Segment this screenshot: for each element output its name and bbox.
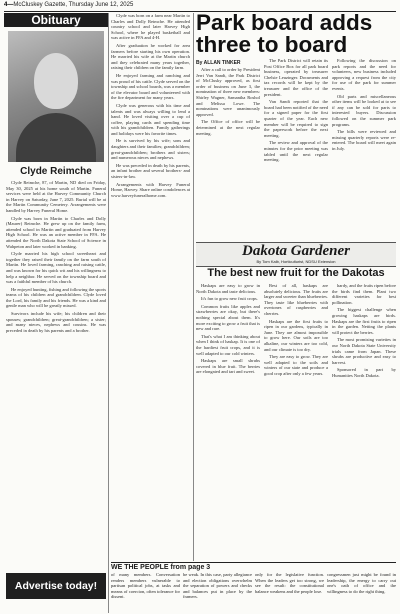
we-the-people-heading: WE THE PEOPLE from page 3: [111, 562, 396, 571]
obituary-photo: [8, 31, 104, 162]
garden-paragraph: Common fruits like apples and strawberries are okay, but there's nothing special about them. It's more exciting to grow a fruit that is new and rare.: [196, 303, 260, 332]
story-paragraph: The Office of office will be determined at the next regular meeting.: [196, 119, 260, 136]
obituary-paragraph: Clyde Reimche, 87, of Martin, ND died on Friday, May 30, 2025 at his home south of Martin. Funeral services were held at the Harvey Community Church in Harvey on Saturday, June 7, 2025. Burial will be at the Martin Community Cemetery. Arrangements were handled by Harvey Funeral Home.: [6, 180, 106, 213]
garden-paragraph: Haskaps are small shrubs covered in blue fruit. The berries are elongated and tart and sweet.: [196, 358, 260, 375]
obituary-text-column: [6, 180, 106, 556]
garden-paragraph: The most promising varieties in our North Dakota State University trials came from Japan. These shrubs are productive and easy to harvest.: [332, 337, 396, 365]
advertise-today-banner: Advertise today!: [6, 573, 106, 599]
main-story-column: [196, 67, 260, 237]
story-paragraph: After a call to order by President Jerri Van Sandt, the Park District of McClusky approved, as first order of business on June 3, the nomination of three new members: Shirley Wagner, Samantha Roshol and Melissa Lowe. The nominations were unanimously approved.: [196, 67, 260, 117]
obituary-paragraph: Survivors include his wife; his children and their spouses; grandchildren; great-grandchildren; a sister; and many nieces, nephews and cousins. He was preceded in death by his parents and a brother.: [6, 311, 106, 333]
garden-paragraph: Best of all, haskaps are absolutely delicious. The fruits are larger and sweeter than blueberries. They taste like blueberries with overtones of raspberries and cherries.: [264, 283, 328, 316]
photo-face: [34, 53, 78, 109]
garden-column: [196, 283, 260, 559]
photo-shoulders: [16, 113, 96, 162]
banner-subtitle: By Tom Kalb, Horticulturist, NDSU Extension: [256, 259, 336, 264]
column-divider: [193, 13, 194, 561]
page-number: 4—: [4, 2, 14, 8]
main-story-column: [332, 58, 396, 237]
garden-paragraph: They are easy to grow. They are well adapted to the soils and winters of our state and produce a good crop after only a few years.: [264, 354, 328, 376]
obituary-paragraph: He enjoyed hunting, fishing and following the sports teams of his children and grandchildren. Clyde loved the Lord, his family and his friends. He was a kind and gentle man who will be greatly missed.: [6, 286, 106, 309]
obituary-paragraph: Arrangements with Harvey Funeral Home, Harvey. Share online condolences at www.harveyfuneralhome.com.: [111, 181, 190, 198]
we-the-people-section: [111, 562, 396, 610]
garden-paragraph: That's what I am thinking about when I think of haskap. It is one of the hardiest fruit crops, and it is well adapted to our cold winters.: [196, 333, 260, 356]
banner-title: Dakota Gardener: [242, 243, 350, 259]
obituary-paragraph: He is survived by his wife; sons and daughters and their families; grandchildren; great-grandchildren; brothers and sisters; and numerous nieces and nephews.: [111, 138, 190, 161]
obituary-paragraph: Clyde was born in Martin to Charles and Dolly (Maurer) Reimche. He grew up on the family farm, attended school in Martin and graduated from Harvey High School. He was an active member in FFA. He attended the North Dakota State School of Science in Wahpeton and later worked in banking.: [6, 215, 106, 249]
we-the-people-column: be weak. In this case, party allegiance and election obligations overwhelm the separation of powers and checks and balances put in place by the framers.: [183, 572, 252, 600]
garden-column: [264, 283, 328, 559]
story-paragraph: The bills were reviewed and missing quarterly reports were re-entered. The board will meet again in July.: [332, 129, 396, 151]
obituary-paragraph: Clyde was generous with his time and talents and was always willing to lend a hand. He loved visiting over a cup of coffee, playing cards and spending time with his grandchildren. Family gatherings and holidays were his favorite times.: [111, 102, 190, 136]
main-story-byline: By ALLAN TINKER: [196, 60, 241, 66]
story-paragraph: The review and approval of the minutes for the prior meeting was tabled until the next regular meeting.: [264, 140, 328, 163]
garden-paragraph: Haskaps are the first fruits to ripen in our gardens, typically in June. They are almost impossible to grow here. Our soils are too alkaline, our winters are too cold, and our climate is too dry.: [264, 318, 328, 352]
garden-column: [332, 283, 396, 559]
obituary-paragraph: Clyde married his high school sweetheart and together they raised their family on the farm south of Martin. He loved farming, ranching and raising cattle, and was known for his quick wit and his willingness to help a neighbor. He served on the township board and was a faithful member of his church.: [6, 251, 106, 285]
obituary-paragraph: After graduation he worked for area farmers before starting his own operation. He married his wife at the Martin church and they celebrated many years together, raising their children on the family farm.: [111, 42, 190, 71]
obituary-paragraph: He enjoyed farming and ranching and was proud of his cattle. Clyde served on the township and school boards, was a member of the elevator board and volunteered with the fire department for many years.: [111, 72, 190, 101]
story-paragraph: Following the discussion on park reports and the need for volunteers, new business included approving a request from the city for use of the park for summer events.: [332, 58, 396, 91]
column-divider: [108, 13, 109, 613]
main-story-headline: Park board adds three to board: [196, 10, 373, 57]
we-the-people-column: congressmen just might be found in leadership, the energy to carry out one's oath of office and the willingness to do the right thing.: [327, 572, 396, 594]
obituary-paragraph: Clyde was born on a farm near Martin to Charles and Dolly Reimche. He attended country school and later Harvey High School, where he played basketball and was active in FFA and 4-H.: [111, 13, 190, 41]
story-paragraph: Old parts and miscellaneous other items will be looked at to see if any can be sold for parts to interested buyers. Discussion followed on the summer park programs.: [332, 93, 396, 127]
story-paragraph: The Park District will retain its Post Office Box for all park board business, operated by treasurer Chelsie Leuzinger. Documents and tax records will be kept by the treasurer and the office of the president.: [264, 58, 328, 97]
garden-paragraph: It's fun to grow new fruit crops.: [201, 296, 258, 302]
garden-paragraph: Haskaps are easy to grow in North Dakota and taste delicious.: [196, 283, 260, 294]
garden-paragraph: hardy, and the fruits ripen before the birds find them. Plant two different varieties for best pollination.: [332, 283, 396, 305]
garden-paragraph: The biggest challenge when growing haskaps are birds. Haskaps are the first fruits to ripen in the garden. Netting the plants will protect the berries.: [332, 307, 396, 335]
obituary-name: Clyde Reimche: [20, 166, 92, 177]
we-the-people-column: only for the legislative function. When the leaders get too strong, we see the result: the constitutional balance weakens and the people lose.: [255, 572, 324, 594]
obituary-continued-column: [111, 13, 190, 561]
we-the-people-column: of many members. Conversation renders members vulnerable to partisan political jobs, at tasks and means of coercion, often tolerance for dissent.: [111, 572, 180, 600]
masthead-info: McCluskey Gazette, Thursday June 12, 2025: [13, 2, 134, 8]
main-story-column: [264, 58, 328, 237]
obituary-paragraph: He was preceded in death by his parents, an infant brother and several brothers- and sisters-in-law.: [111, 162, 190, 180]
dakota-gardener-banner: [196, 242, 396, 267]
obituary-section-header: Obituary: [4, 13, 108, 27]
garden-headline: The best new fruit for the Dakotas: [207, 267, 385, 279]
garden-paragraph: Sponsored in part by Humanities North Dakota.: [332, 367, 396, 378]
story-paragraph: Van Sandt reported that the board had been notified of the need for a signed paper for the first quarter of the year. Each new member will be required to sign the paperwork before the next meeting.: [264, 99, 328, 138]
